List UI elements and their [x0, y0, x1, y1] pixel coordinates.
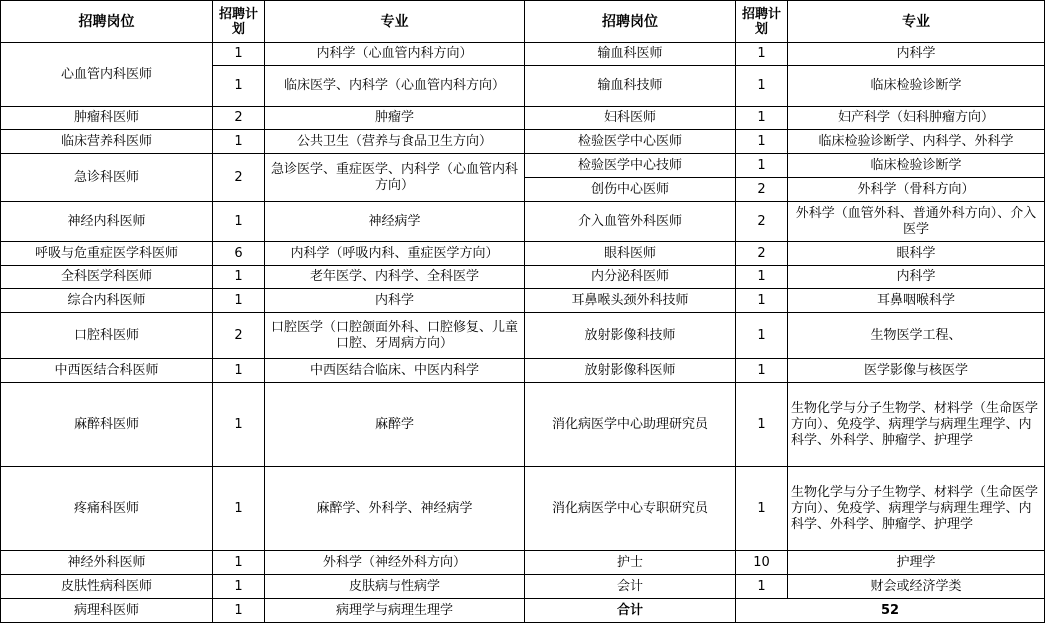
cell-post: 全科医学科医师 — [1, 266, 213, 289]
cell-post: 创伤中心医师 — [525, 178, 736, 202]
cell-post: 输血科技师 — [525, 66, 736, 107]
cell-post: 输血科医师 — [525, 43, 736, 66]
table-row — [1, 266, 1045, 289]
cell-major: 耳鼻咽喉科学 — [788, 289, 1045, 313]
cell-plan: 1 — [736, 154, 788, 178]
header-post-right: 招聘岗位 — [525, 1, 736, 43]
cell-post: 耳鼻喉头颈外科技师 — [525, 289, 736, 313]
cell-plan: 1 — [213, 266, 265, 289]
cell-plan: 2 — [213, 313, 265, 359]
cell-major: 临床检验诊断学、内科学、外科学 — [788, 130, 1045, 154]
cell-major: 肿瘤学 — [265, 107, 525, 130]
cell-plan: 1 — [736, 266, 788, 289]
cell-major: 神经病学 — [265, 202, 525, 242]
table-row — [1, 383, 1045, 467]
cell-post: 会计 — [525, 575, 736, 599]
cell-plan: 1 — [736, 66, 788, 107]
cell-plan: 1 — [736, 575, 788, 599]
table-row — [1, 359, 1045, 383]
cell-plan: 1 — [736, 467, 788, 551]
table-row — [1, 575, 1045, 599]
cell-plan: 1 — [213, 599, 265, 623]
cell-post: 心血管内科医师 — [1, 43, 213, 107]
cell-major: 皮肤病与性病学 — [265, 575, 525, 599]
cell-post: 中西医结合科医师 — [1, 359, 213, 383]
cell-post: 介入血管外科医师 — [525, 202, 736, 242]
cell-major: 生物化学与分子生物学、材料学（生命医学方向）、免疫学、病理学与病理生理学、内科学、外科学、肿瘤学、护理学 — [788, 467, 1045, 551]
total-value: 52 — [736, 599, 1045, 623]
cell-post: 口腔科医师 — [1, 313, 213, 359]
cell-major: 生物医学工程、 — [788, 313, 1045, 359]
cell-post: 肿瘤科医师 — [1, 107, 213, 130]
table-row — [1, 313, 1045, 359]
cell-major: 医学影像与核医学 — [788, 359, 1045, 383]
table-row — [1, 551, 1045, 575]
cell-plan: 10 — [736, 551, 788, 575]
cell-major: 眼科学 — [788, 242, 1045, 266]
cell-post: 护士 — [525, 551, 736, 575]
cell-major: 公共卫生（营养与食品卫生方向） — [265, 130, 525, 154]
cell-major: 内科学 — [788, 266, 1045, 289]
cell-post: 临床营养科医师 — [1, 130, 213, 154]
cell-plan: 1 — [213, 289, 265, 313]
cell-plan: 1 — [213, 202, 265, 242]
cell-plan: 2 — [736, 242, 788, 266]
cell-plan: 2 — [213, 154, 265, 202]
table-row — [1, 107, 1045, 130]
cell-plan: 1 — [736, 130, 788, 154]
cell-plan: 1 — [736, 289, 788, 313]
cell-post: 内分泌科医师 — [525, 266, 736, 289]
total-row — [1, 599, 1045, 623]
cell-major: 老年医学、内科学、全科医学 — [265, 266, 525, 289]
cell-major: 病理学与病理生理学 — [265, 599, 525, 623]
cell-plan: 1 — [213, 43, 265, 66]
cell-plan: 1 — [736, 107, 788, 130]
cell-post: 放射影像科医师 — [525, 359, 736, 383]
cell-plan: 2 — [736, 178, 788, 202]
header-post-left: 招聘岗位 — [1, 1, 213, 43]
table-row — [1, 467, 1045, 551]
cell-major: 外科学（骨科方向） — [788, 178, 1045, 202]
cell-plan: 2 — [736, 202, 788, 242]
header-plan-right: 招聘计划 — [736, 1, 788, 43]
cell-post: 病理科医师 — [1, 599, 213, 623]
cell-major: 口腔医学（口腔颌面外科、口腔修复、儿童口腔、牙周病方向） — [265, 313, 525, 359]
cell-plan: 1 — [213, 551, 265, 575]
cell-plan: 1 — [213, 66, 265, 107]
table-row — [1, 43, 1045, 66]
cell-post: 消化病医学中心助理研究员 — [525, 383, 736, 467]
cell-plan: 1 — [736, 313, 788, 359]
cell-post: 放射影像科技师 — [525, 313, 736, 359]
cell-major: 临床检验诊断学 — [788, 154, 1045, 178]
header-row — [1, 1, 1045, 43]
table-row — [1, 202, 1045, 242]
cell-major: 临床检验诊断学 — [788, 66, 1045, 107]
cell-plan: 1 — [213, 359, 265, 383]
cell-post: 眼科医师 — [525, 242, 736, 266]
table-row — [1, 154, 1045, 178]
cell-major: 财会或经济学类 — [788, 575, 1045, 599]
cell-post: 消化病医学中心专职研究员 — [525, 467, 736, 551]
cell-plan: 1 — [213, 467, 265, 551]
total-label: 合计 — [525, 599, 736, 623]
cell-plan: 1 — [736, 43, 788, 66]
cell-post: 麻醉科医师 — [1, 383, 213, 467]
cell-major: 急诊医学、重症医学、内科学（心血管内科方向） — [265, 154, 525, 202]
cell-major: 中西医结合临床、中医内科学 — [265, 359, 525, 383]
cell-post: 神经外科医师 — [1, 551, 213, 575]
cell-plan: 1 — [736, 383, 788, 467]
cell-major: 妇产科学（妇科肿瘤方向） — [788, 107, 1045, 130]
cell-major: 外科学（血管外科、普通外科方向）、介入医学 — [788, 202, 1045, 242]
table-row — [1, 130, 1045, 154]
cell-plan: 1 — [213, 575, 265, 599]
header-major-left: 专业 — [265, 1, 525, 43]
cell-major: 内科学（心血管内科方向） — [265, 43, 525, 66]
cell-major: 内科学 — [788, 43, 1045, 66]
cell-major: 临床医学、内科学（心血管内科方向） — [265, 66, 525, 107]
cell-major: 内科学 — [265, 289, 525, 313]
cell-plan: 1 — [213, 130, 265, 154]
header-major-right: 专业 — [788, 1, 1045, 43]
cell-major: 生物化学与分子生物学、材料学（生命医学方向）、免疫学、病理学与病理生理学、内科学、外科学、肿瘤学、护理学 — [788, 383, 1045, 467]
cell-major: 外科学（神经外科方向） — [265, 551, 525, 575]
cell-plan: 6 — [213, 242, 265, 266]
header-plan-left: 招聘计划 — [213, 1, 265, 43]
cell-post: 急诊科医师 — [1, 154, 213, 202]
cell-major: 麻醉学 — [265, 383, 525, 467]
cell-post: 疼痛科医师 — [1, 467, 213, 551]
cell-post: 神经内科医师 — [1, 202, 213, 242]
cell-plan: 1 — [736, 359, 788, 383]
cell-major: 内科学（呼吸内科、重症医学方向） — [265, 242, 525, 266]
cell-major: 麻醉学、外科学、神经病学 — [265, 467, 525, 551]
table-row — [1, 242, 1045, 266]
cell-plan: 2 — [213, 107, 265, 130]
cell-plan: 1 — [213, 383, 265, 467]
cell-post: 呼吸与危重症医学科医师 — [1, 242, 213, 266]
cell-post: 检验医学中心技师 — [525, 154, 736, 178]
table-row — [1, 289, 1045, 313]
cell-post: 综合内科医师 — [1, 289, 213, 313]
cell-post: 皮肤性病科医师 — [1, 575, 213, 599]
cell-post: 检验医学中心医师 — [525, 130, 736, 154]
cell-major: 护理学 — [788, 551, 1045, 575]
cell-post: 妇科医师 — [525, 107, 736, 130]
